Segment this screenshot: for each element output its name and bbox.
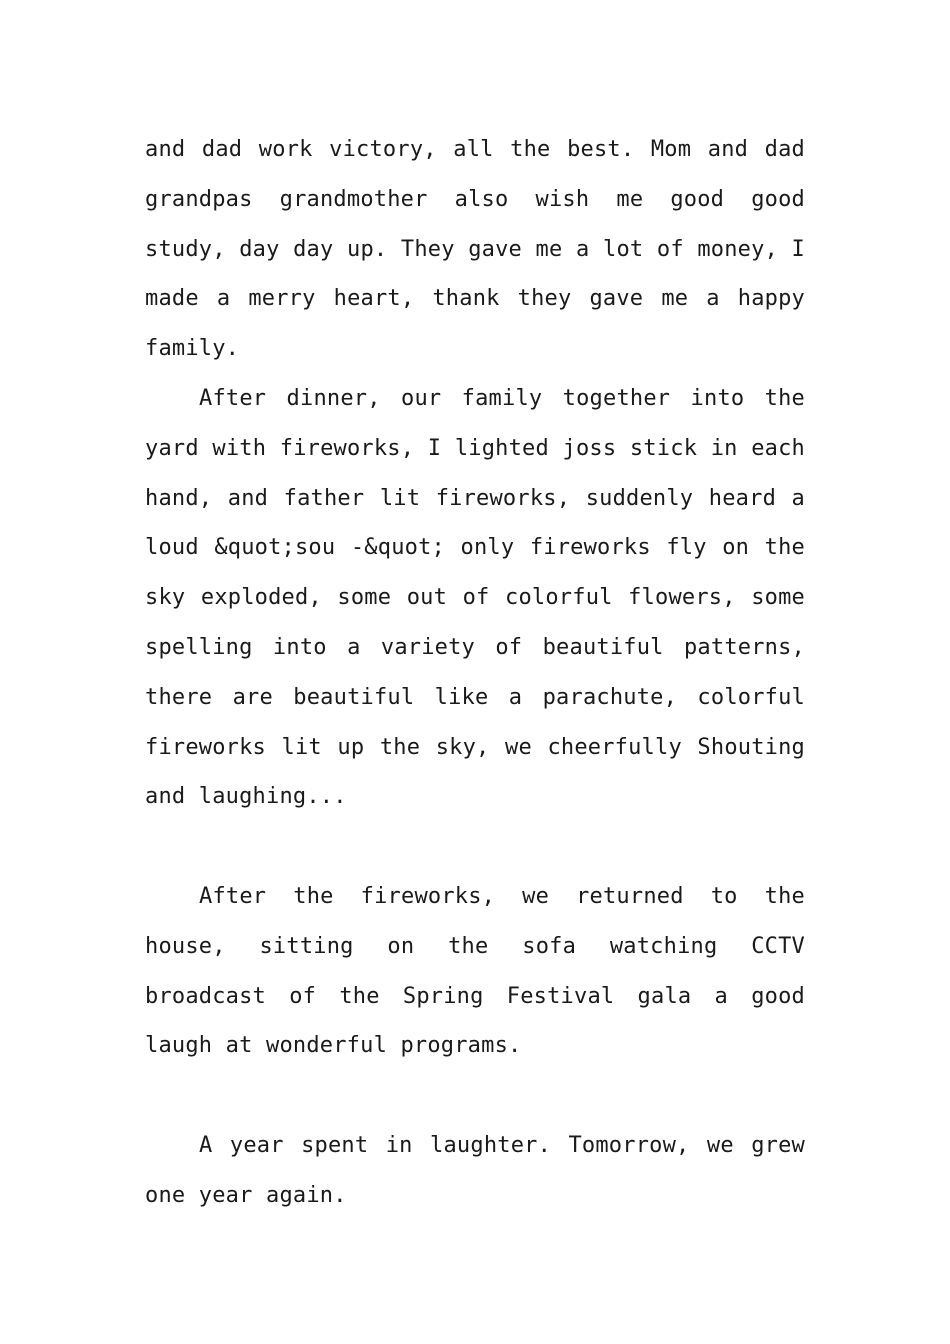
paragraph-1: and dad work victory, all the best. Mom and dad grandpas grandmother also wish me good good study, day day up. They gave me a lot of money, I made a merry heart, thank they gave me a happy family. <box>145 137 805 362</box>
paragraph-2: After dinner, our family together into the yard with fireworks, I lighted joss stick in each hand, and father lit fireworks, suddenly heard a loud &quot;sou -&quot; only fireworks fly on the sky exploded, some out of colorful flowers, some spelling into a variety of beautiful patterns, there are beautiful like a parachute, colorful fireworks lit up the sky, we cheerfully Shouting and laughing... <box>145 386 805 810</box>
paragraph-4: A year spent in laughter. Tomorrow, we grew one year again. <box>145 1133 805 1208</box>
paragraph-3: After the fireworks, we returned to the house, sitting on the sofa watching CCTV broadcast of the Spring Festival gala a good laugh at wonderful programs. <box>145 884 805 1059</box>
